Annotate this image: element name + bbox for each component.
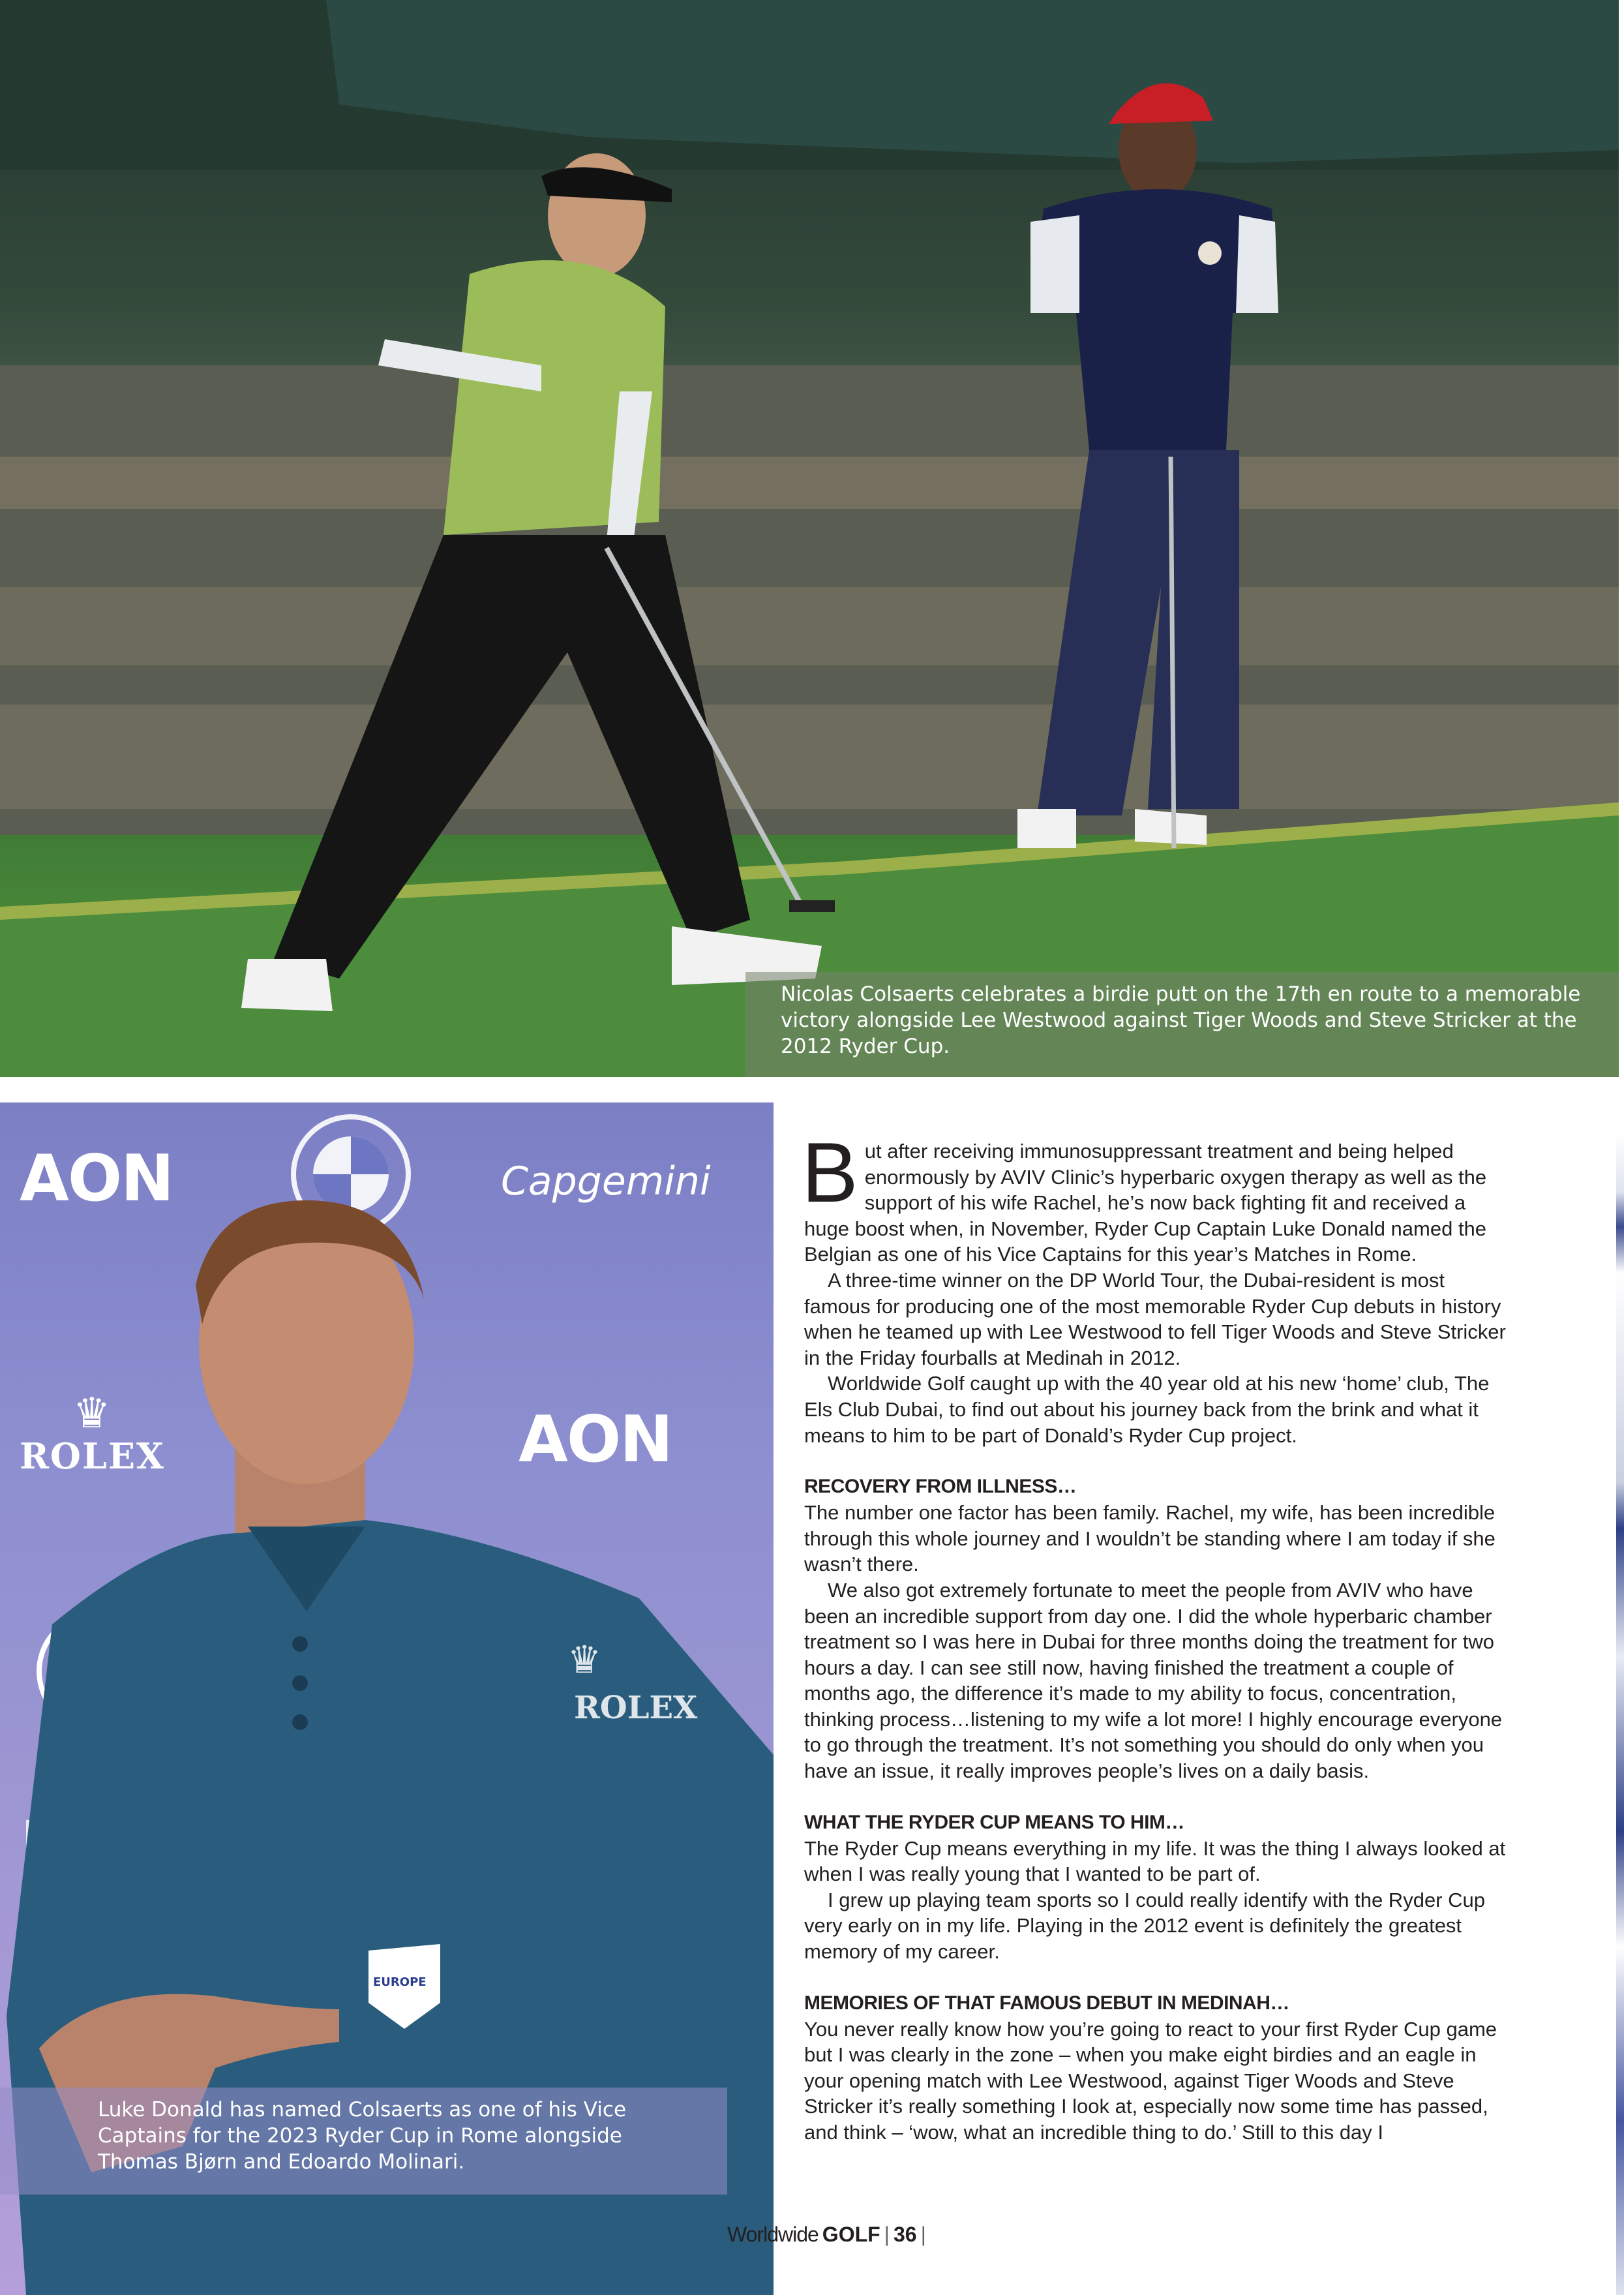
- hero-photo-illustration: [0, 0, 1619, 1077]
- intro-paragraph: Worldwide Golf caught up with the 40 year old at his new ‘home’ club, The Els Club Dubai, to find out about his journey back from the brink and what it means to him to be part of Donald’s Ryder Cup project.: [804, 1372, 1490, 1447]
- sponsor-logo-rolex: ROLEX: [574, 1690, 698, 1726]
- portrait-photo-caption: Luke Donald has named Colsaerts as one of his Vice Captains for the 2023 Ryder Cup in Rome alongside Thomas Bjørn and Edoardo Molinari.: [0, 2088, 727, 2195]
- hero-photo-colsaerts-celebration: [0, 0, 1619, 1077]
- intro-paragraph: ut after receiving immunosuppressant treatment and being helped enormously by AVIV Clinic’s hyperbaric oxygen therapy as well as the support of his wife Rachel, he’s now back fighting fit and received a huge boost when, in November, Ryder Cup Captain Luke Donald named the Belgian as one of his Vice Captains for this year’s Matches in Rome.: [804, 1140, 1487, 1266]
- page-number: 36: [893, 2222, 917, 2246]
- intro-paragraph: A three-time winner on the DP World Tour, the Dubai-resident is most famous for producing one of the most memorable Ryder Cup debuts in history when he teamed up with Lee Westwood to fell Tiger Woods and Steve Stricker in the Friday fourballs at Medinah in 2012.: [804, 1268, 1506, 1369]
- body-paragraph: The Ryder Cup means everything in my life. It was the thing I always looked at when I was really young that I wanted to be part of.: [804, 1836, 1506, 1886]
- drop-cap: B: [802, 1125, 858, 1220]
- page-footer: [727, 2221, 926, 2247]
- article-body: [802, 1125, 1512, 2146]
- section-heading-recovery: RECOVERY FROM ILLNESS…: [804, 1476, 1077, 1498]
- rolex-crown-icon: ♛: [567, 1637, 601, 1682]
- sponsor-logo-rolex: ROLEX: [20, 1435, 165, 1477]
- adjacent-page-edge: [1616, 1134, 1624, 2295]
- hero-photo-caption: Nicolas Colsaerts celebrates a birdie putt on the 17th en route to a memorable victory alongside Lee Westwood against Tiger Woods and Steve Stricker at the 2012 Ryder Cup.: [745, 972, 1619, 1077]
- sponsor-logo-capgemini: Capgemini: [501, 1159, 711, 1204]
- shirt-badge-text: EUROPE: [373, 1975, 427, 1989]
- sponsor-logo-aon: AON: [20, 1142, 173, 1216]
- body-paragraph: I grew up playing team sports so I could really identify with the Ryder Cup very early on in my life. Playing in the 2012 event is definitely the greatest memory of my career.: [804, 1888, 1485, 1964]
- body-paragraph: We also got extremely fortunate to meet the people from AVIV who have been an incredible support from day one. I did the whole hyperbaric chamber treatment so I was here in Dubai for three months doing the treatment for two hours a day. I can see still now, having finished the treatment a couple of months ago, the difference it’s made to my ability to focus, concentration, thinking process…listening to my wife a lot more! I highly encourage everyone to go through the treatment. It’s not something you should do only when you have an issue, it really improves people’s lives on a daily basis.: [804, 1578, 1503, 1783]
- footer-separator: |: [884, 2222, 890, 2246]
- footer-brand: GOLF: [822, 2222, 880, 2246]
- sponsor-logo-aon: AON: [519, 1403, 672, 1477]
- body-paragraph: You never really know how you’re going to react to your first Ryder Cup game but I was clearly in the zone – when you make eight birdies and an eagle in your opening match with Lee Westwood, against Tiger Woods and Steve Stricker it’s really something I look at, especially now some time has passed, and think – ‘wow, what an incredible thing to do.’ Still to this day I: [804, 2017, 1497, 2144]
- footer-separator: |: [920, 2222, 926, 2246]
- footer-publication: Worldwide: [727, 2222, 819, 2246]
- section-heading-ryder-cup-meaning: WHAT THE RYDER CUP MEANS TO HIM…: [804, 1811, 1184, 1833]
- section-heading-medinah-debut: MEMORIES OF THAT FAMOUS DEBUT IN MEDINAH…: [804, 1992, 1289, 2014]
- body-paragraph: The number one factor has been family. Rachel, my wife, has been incredible through this whole journey and I wouldn’t be standing where I am today if she wasn’t there.: [804, 1501, 1496, 1576]
- rolex-crown-icon: ♛: [73, 1390, 111, 1438]
